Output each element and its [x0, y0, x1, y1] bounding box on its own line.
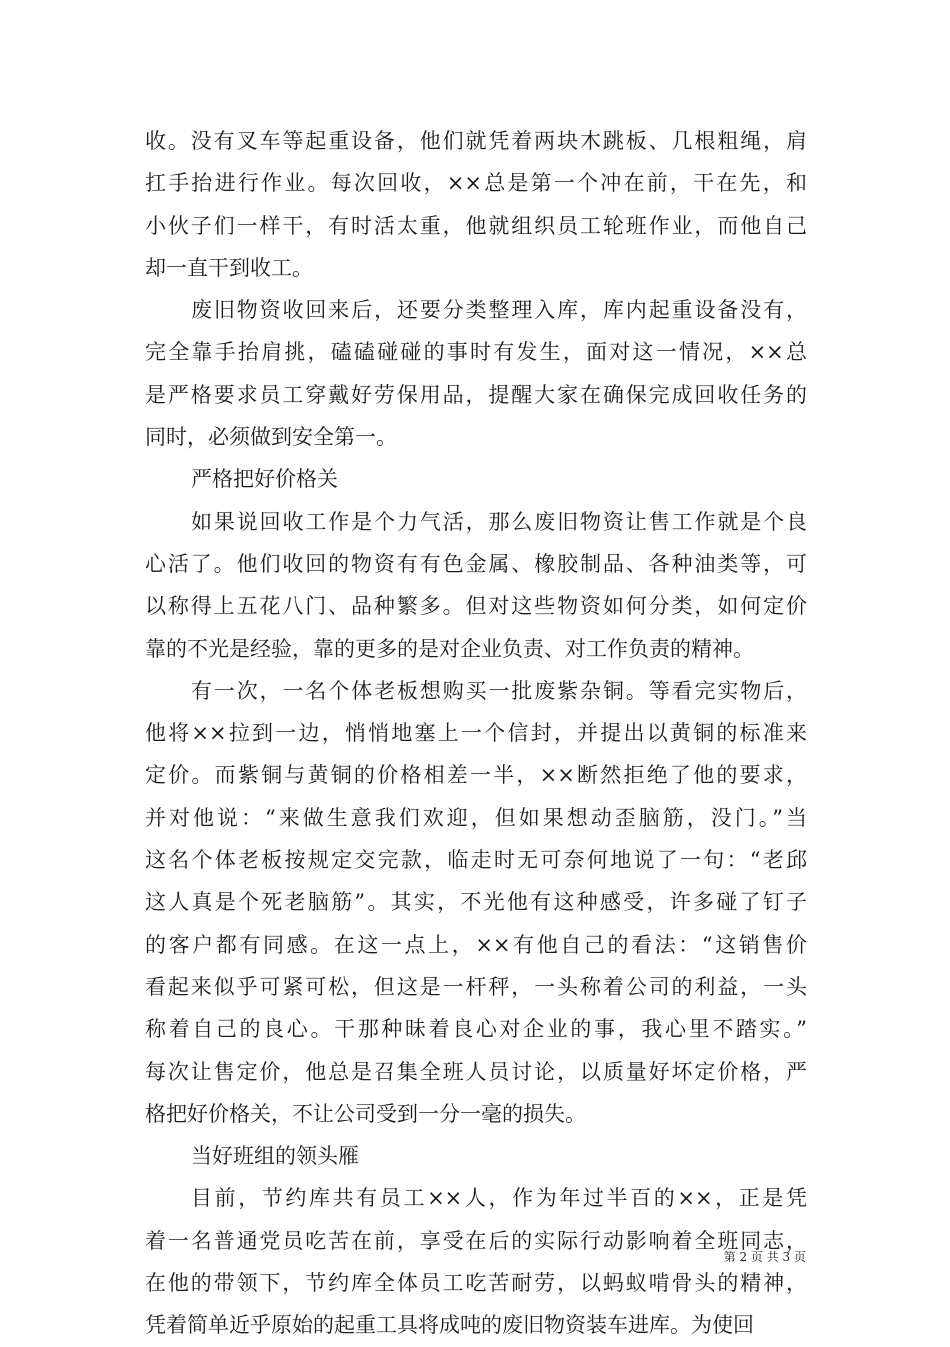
paragraph [145, 670, 807, 1135]
text-line: 扛手抬进行作业。每次回收，××总是第一个冲在前，干在先，和 [145, 171, 807, 196]
text-line: 目前，节约库共有员工××人，作为年过半百的××，正是凭 [191, 1186, 807, 1211]
heading-line: 当好班组的领头雁 [191, 1144, 359, 1169]
text-line: 却一直干到收工。 [145, 255, 313, 280]
text-line: 着一名普通党员吃苦在前，享受在后的实际行动影响着全班同志， [145, 1228, 807, 1253]
section-heading [145, 1135, 807, 1177]
text-line: 这人真是个死老脑筋”。其实，不光他有这种感受，许多碰了钉子 [145, 890, 807, 915]
text-line: 小伙子们一样干，有时活太重，他就组织员工轮班作业，而他自己 [145, 213, 807, 238]
text-line: 有一次，一名个体老板想购买一批废紫杂铜。等看完实物后， [191, 678, 807, 703]
text-line: 并对他说：“来做生意我们欢迎，但如果想动歪脑筋，没门。”当 [145, 805, 807, 830]
text-line: 心活了。他们收回的物资有有色金属、橡胶制品、各种油类等，可 [145, 551, 807, 576]
text-line: 称着自己的良心。干那种昧着良心对企业的事，我心里不踏实。” [145, 1017, 807, 1042]
text-line: 废旧物资收回来后，还要分类整理入库，库内起重设备没有， [191, 298, 807, 323]
paragraph [145, 289, 807, 458]
text-line: 他将××拉到一边，悄悄地塞上一个信封，并提出以黄铜的标准来 [145, 721, 807, 746]
section-heading [145, 458, 807, 500]
text-line: 靠的不光是经验，靠的更多的是对企业负责、对工作负责的精神。 [145, 636, 754, 661]
text-line: 如果说回收工作是个力气活，那么废旧物资让售工作就是个良 [191, 509, 807, 534]
text-line: 完全靠手抬肩挑，磕磕碰碰的事时有发生，面对这一情况，××总 [145, 340, 807, 365]
text-line: 收。没有叉车等起重设备，他们就凭着两块木跳板、几根粗绳，肩 [145, 129, 807, 153]
text-line: 同时，必须做到安全第一。 [145, 425, 397, 450]
paragraph [145, 120, 807, 289]
text-line: 这名个体老板按规定交完款，临走时无可奈何地说了一句：“老邱 [145, 848, 807, 873]
text-line: 在他的带领下，节约库全体员工吃苦耐劳，以蚂蚁啃骨头的精神， [145, 1271, 807, 1296]
text-line: 看起来似乎可紧可松，但这是一杆秤，一头称着公司的利益，一头 [145, 974, 807, 999]
text-line: 以称得上五花八门、品种繁多。但对这些物资如何分类，如何定价 [145, 594, 807, 619]
text-line: 定价。而紫铜与黄铜的价格相差一半，××断然拒绝了他的要求， [145, 763, 807, 788]
text-line: 格把好价格关，不让公司受到一分一毫的损失。 [145, 1101, 586, 1126]
text-line: 的客户都有同感。在这一点上，××有他自己的看法：“这销售价 [145, 932, 807, 957]
text-line: 每次让售定价，他总是召集全班人员讨论，以质量好坏定价格，严 [145, 1059, 807, 1084]
document-body [145, 120, 807, 1347]
heading-line: 严格把好价格关 [191, 467, 338, 492]
text-line: 凭着简单近乎原始的起重工具将成吨的废旧物资装车进库。为使回 [145, 1313, 754, 1338]
paragraph [145, 501, 807, 670]
text-line: 是严格要求员工穿戴好劳保用品，提醒大家在确保完成回收任务的 [145, 382, 807, 407]
page-number: 第 2 页 共 3 页 [723, 1250, 806, 1264]
